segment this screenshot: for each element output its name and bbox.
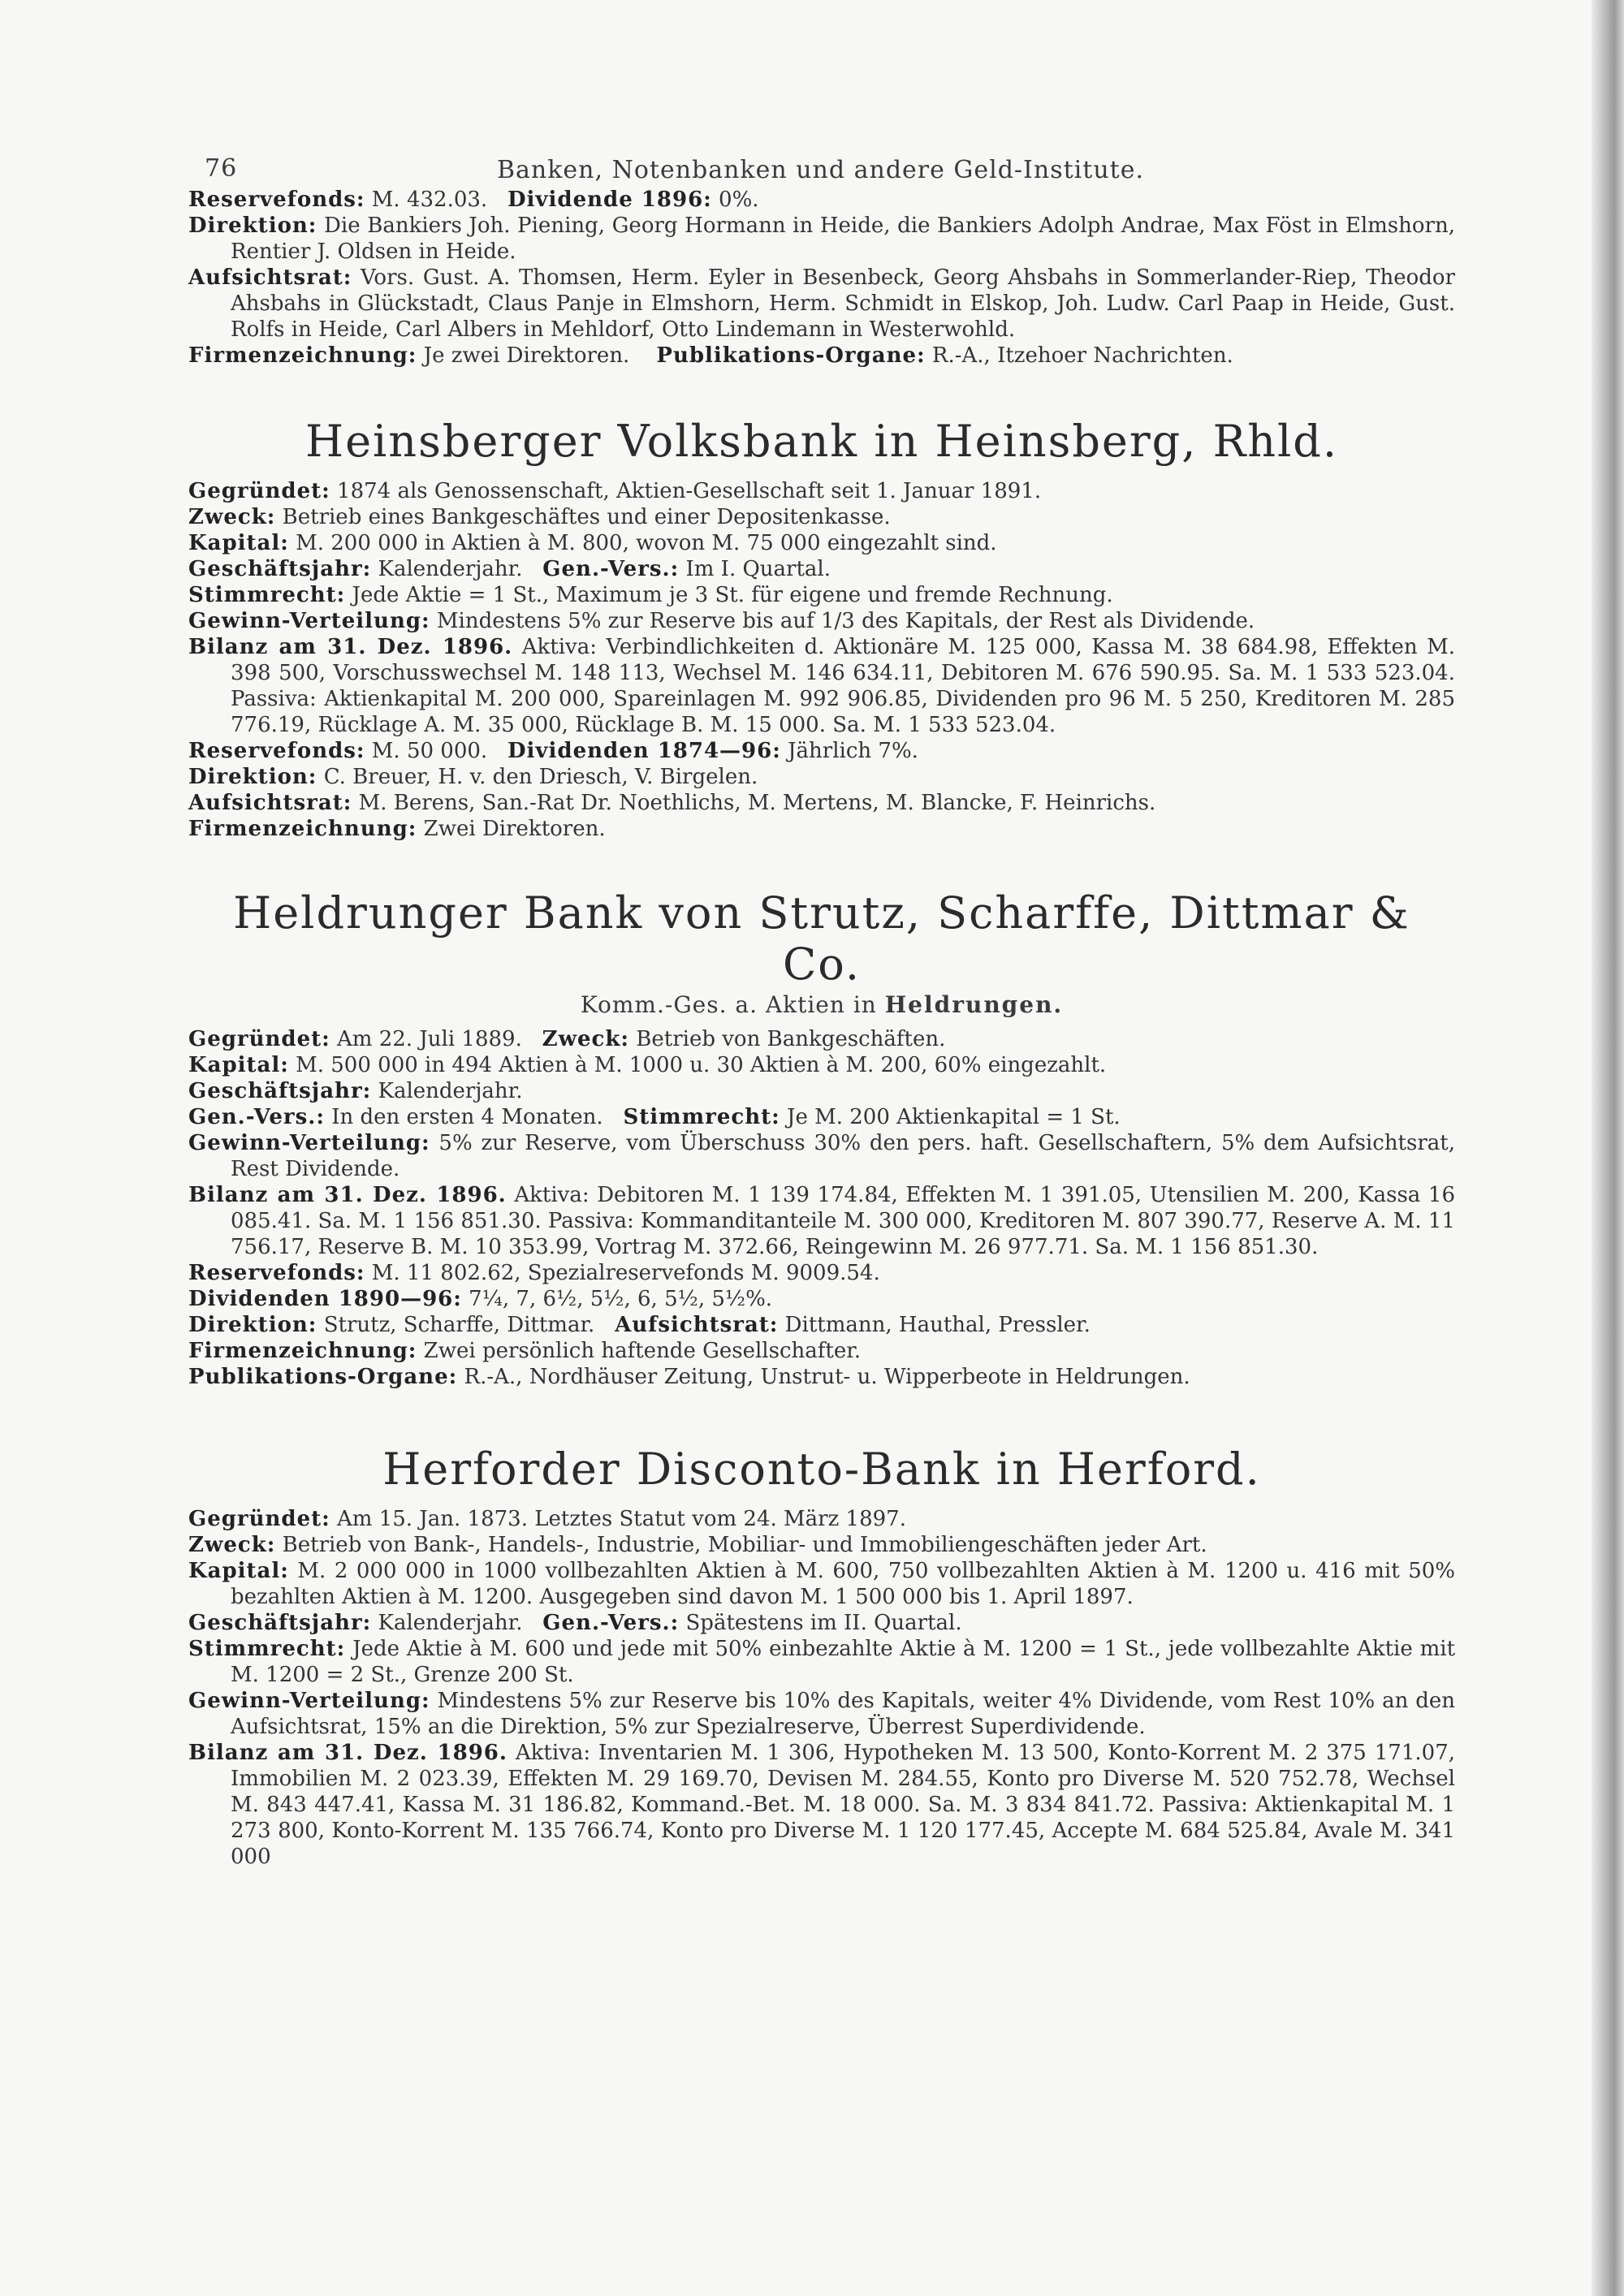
- entry-aufsichtsrat: [188, 265, 1455, 343]
- entry-label-secondary: Gen.-Vers.:: [542, 1611, 680, 1635]
- entry-label: Gewinn-Verteilung:: [188, 1131, 430, 1155]
- entry-text-secondary: Jährlich 7%.: [788, 739, 918, 763]
- entry-text-secondary: 0%.: [719, 188, 759, 212]
- entry-text: M. Berens, San.-Rat Dr. Noethlichs, M. Mertens, M. Blancke, F. Heinrichs.: [358, 791, 1156, 815]
- entry-label: Aufsichtsrat:: [188, 791, 352, 815]
- entry-stimmrecht: [188, 582, 1455, 608]
- bank-subtitle-place: Heldrungen.: [884, 991, 1064, 1018]
- entry-gewinn-verteilung: [188, 608, 1455, 634]
- entry-label: Zweck:: [188, 505, 276, 529]
- running-title: Banken, Notenbanken und andere Geld-Institute.: [497, 156, 1144, 184]
- entry-geschaeftsjahr: [188, 1610, 1455, 1636]
- entry-direktion: [188, 764, 1455, 790]
- entry-label: Firmenzeichnung:: [188, 1339, 417, 1363]
- entry-text-secondary: Spätestens im II. Quartal.: [685, 1611, 962, 1635]
- page-edge-shadow: [1592, 0, 1624, 2296]
- entry-label: Firmenzeichnung:: [188, 343, 417, 368]
- section-heinsberger-volksbank: [188, 416, 1455, 842]
- section-herforder-disconto-bank: [188, 1444, 1455, 1870]
- entry-label-secondary: Stimmrecht:: [623, 1105, 780, 1129]
- entry-text: M. 500 000 in 494 Aktien à M. 1000 u. 30 Aktien à M. 200, 60% eingezahlt.: [296, 1053, 1107, 1077]
- entry-text: In den ersten 4 Monaten.: [331, 1105, 603, 1129]
- entry-text: Kalenderjahr.: [378, 1611, 523, 1635]
- entry-label: Direktion:: [188, 1313, 317, 1337]
- entry-label: Stimmrecht:: [188, 583, 346, 607]
- entry-text: Zwei Direktoren.: [423, 817, 606, 841]
- entry-text-secondary: Je M. 200 Aktienkapital = 1 St.: [787, 1105, 1121, 1129]
- entry-label-secondary: Dividenden 1874—96:: [507, 739, 781, 763]
- entry-aufsichtsrat: [188, 790, 1455, 816]
- entry-text: M. 11 802.62, Spezialreservefonds M. 9009.54.: [371, 1261, 880, 1285]
- bank-subtitle: [188, 991, 1455, 1018]
- entry-kapital: [188, 530, 1455, 556]
- entry-reservefonds: [188, 187, 1455, 213]
- entry-firmenzeichnung: [188, 816, 1455, 842]
- entry-label: Zweck:: [188, 1533, 276, 1557]
- entry-text: Strutz, Scharffe, Dittmar.: [323, 1313, 595, 1337]
- entry-label: Reservefonds:: [188, 739, 365, 763]
- entry-label: Kapital:: [188, 1053, 289, 1077]
- entry-gewinn-verteilung: [188, 1130, 1455, 1182]
- bank-subtitle-text: Komm.-Ges. a. Aktien in: [580, 991, 877, 1018]
- entry-label: Bilanz am 31. Dez. 1896.: [188, 635, 513, 659]
- entry-label-secondary: Zweck:: [542, 1027, 629, 1051]
- entry-geschaeftsjahr: [188, 556, 1455, 582]
- entry-direktion: [188, 1312, 1455, 1338]
- entry-text: 1874 als Genossenschaft, Aktien-Gesellschaft seit 1. Januar 1891.: [337, 479, 1042, 503]
- entry-text: Kalenderjahr.: [378, 1079, 523, 1103]
- entry-label: Geschäftsjahr:: [188, 1611, 372, 1635]
- entry-label: Kapital:: [188, 531, 289, 555]
- entry-zweck: [188, 504, 1455, 530]
- entry-reservefonds: [188, 738, 1455, 764]
- entry-label: Direktion:: [188, 214, 317, 238]
- entry-label: Gen.-Vers.:: [188, 1105, 325, 1129]
- entry-label: Gewinn-Verteilung:: [188, 1689, 430, 1713]
- entry-label: Gegründet:: [188, 479, 330, 503]
- entry-kapital: [188, 1558, 1455, 1610]
- entry-text: Mindestens 5% zur Reserve bis auf 1/3 des Kapitals, der Rest als Dividende.: [436, 609, 1255, 633]
- entry-gegruendet: [188, 1506, 1455, 1532]
- entry-label-secondary: Gen.-Vers.:: [542, 557, 680, 581]
- entry-bilanz: [188, 634, 1455, 738]
- entry-text: Mindestens 5% zur Reserve bis 10% des Kapitals, weiter 4% Dividende, vom Rest 10% an den Aufsichtsrat, 15% an die Direktion, 5% zur Spezialreserve, Überrest Superdividende.: [231, 1689, 1456, 1739]
- entry-kapital: [188, 1052, 1455, 1078]
- entry-text: Aktiva: Inventarien M. 1 306, Hypotheken M. 13 500, Konto-Korrent M. 2 375 171.07, Immobilien M. 2 023.39, Effekten M. 29 169.70, Devisen M. 284.55, Konto pro Diverse M. 520 752.78, Wechsel M. 843 447.41, Kassa M. 31 186.82, Kommand.-Bet. M. 18 000. Sa. M. 3 834 841.72. Passiva: Aktienkapital M. 1 273 800, Konto-Korrent M. 135 766.74, Konto pro Diverse M. 1 120 177.45, Accepte M. 684 525.84, Avale M. 341 000: [231, 1741, 1455, 1869]
- entry-geschaeftsjahr: [188, 1078, 1455, 1104]
- entry-reservefonds: [188, 1260, 1455, 1286]
- entry-label: Direktion:: [188, 765, 317, 789]
- entry-text: Am 22. Juli 1889.: [337, 1027, 522, 1051]
- entry-label: Gewinn-Verteilung:: [188, 609, 430, 633]
- entry-text: Zwei persönlich haftende Gesellschafter.: [423, 1339, 862, 1363]
- entry-text: M. 432.03.: [371, 188, 488, 212]
- entry-label: Geschäftsjahr:: [188, 557, 372, 581]
- entry-text: Jede Aktie à M. 600 und jede mit 50% einbezahlte Aktie à M. 1200 = 1 St., jede vollbezahlte Aktie mit M. 1200 = 2 St., Grenze 200 St.: [231, 1637, 1456, 1687]
- entry-text: Je zwei Direktoren.: [423, 343, 630, 368]
- entry-publikations-organe: [188, 1364, 1455, 1390]
- bank-title: Heinsberger Volksbank in Heinsberg, Rhld.: [304, 416, 1339, 467]
- entry-label: Gegründet:: [188, 1027, 330, 1051]
- entry-label: Stimmrecht:: [188, 1637, 346, 1661]
- entry-text: 5% zur Reserve, vom Überschuss 30% den pers. haft. Gesellschaftern, 5% dem Aufsichtsrat, Rest Dividende.: [231, 1131, 1455, 1181]
- entry-firmenzeichnung: [188, 343, 1455, 369]
- entry-text-secondary: Im I. Quartal.: [685, 557, 831, 581]
- entry-direktion: [188, 213, 1455, 265]
- entry-text: C. Breuer, H. v. den Driesch, V. Birgelen.: [323, 765, 758, 789]
- section-previous-bank: [188, 187, 1455, 369]
- entry-label: Reservefonds:: [188, 1261, 365, 1285]
- entry-label: Reservefonds:: [188, 188, 365, 212]
- entry-label-secondary: Aufsichtsrat:: [615, 1313, 779, 1337]
- entry-text: M. 2 000 000 in 1000 vollbezahlten Aktien à M. 600, 750 vollbezahlten Aktien à M. 1200 u. 416 mit 50% bezahlten Aktien à M. 1200. Ausgegeben sind davon M. 1 500 000 bis 1. April 1897.: [231, 1559, 1455, 1609]
- entry-text: Betrieb eines Bankgeschäftes und einer Depositenkasse.: [282, 505, 891, 529]
- entry-text-secondary: Dittmann, Hauthal, Pressler.: [784, 1313, 1091, 1337]
- entry-dividenden: [188, 1286, 1455, 1312]
- entry-label: Bilanz am 31. Dez. 1896.: [188, 1183, 507, 1207]
- entry-zweck: [188, 1532, 1455, 1558]
- entry-text: Vors. Gust. A. Thomsen, Herm. Eyler in Besenbeck, Georg Ahsbahs in Sommerlander-Riep, Theodor Ahsbahs in Glückstadt, Claus Panje in Elmshorn, Herm. Schmidt in Elskop, Joh. Ludw. Carl Paap in Heide, Gust. Rolfs in Heide, Carl Albers in Mehldorf, Otto Lindemann in Westerwohld.: [231, 265, 1455, 342]
- entry-bilanz: [188, 1740, 1455, 1870]
- entry-gegruendet: [188, 1026, 1455, 1052]
- page-content: [188, 122, 1455, 1870]
- entry-bilanz: [188, 1182, 1455, 1260]
- entry-label: Bilanz am 31. Dez. 1896.: [188, 1741, 508, 1765]
- running-head: [188, 122, 1455, 184]
- entry-text: Die Bankiers Joh. Piening, Georg Hormann in Heide, die Bankiers Adolph Andrae, Max Föst in Elmshorn, Rentier J. Oldsen in Heide.: [231, 214, 1455, 264]
- entry-text: Aktiva: Debitoren M. 1 139 174.84, Effekten M. 1 391.05, Utensilien M. 200, Kassa 16 085.41. Sa. M. 1 156 851.30. Passiva: Kommanditanteile M. 300 000, Kreditoren M. 807 390.77, Reserve A. M. 11 756.17, Reserve B. M. 10 353.99, Vortrag M. 372.66, Reingewinn M. 26 977.71. Sa. M. 1 156 851.30.: [231, 1183, 1455, 1259]
- entry-label: Kapital:: [188, 1559, 289, 1583]
- section-heldrunger-bank: [188, 887, 1455, 1390]
- entry-gegruendet: [188, 478, 1455, 504]
- bank-title: Heldrunger Bank von Strutz, Scharffe, Dittmar & Co.: [233, 887, 1410, 990]
- entry-label: Aufsichtsrat:: [188, 265, 352, 290]
- entry-label-secondary: Dividende 1896:: [507, 188, 712, 212]
- entry-text: Kalenderjahr.: [378, 557, 523, 581]
- entry-text: Am 15. Jan. 1873. Letztes Statut vom 24. März 1897.: [337, 1507, 906, 1531]
- entry-text: 7¼, 7, 6½, 5½, 6, 5½, 5½%.: [469, 1287, 773, 1311]
- entry-label: Geschäftsjahr:: [188, 1079, 372, 1103]
- entry-text: Betrieb von Bank-, Handels-, Industrie, Mobiliar- und Immobiliengeschäften jeder Art.: [282, 1533, 1207, 1557]
- entry-text: Jede Aktie = 1 St., Maximum je 3 St. für eigene und fremde Rechnung.: [352, 583, 1113, 607]
- entry-text-secondary: R.-A., Itzehoer Nachrichten.: [931, 343, 1233, 368]
- entry-label: Firmenzeichnung:: [188, 817, 417, 841]
- entry-gen-vers: [188, 1104, 1455, 1130]
- entry-text-secondary: Betrieb von Bankgeschäften.: [636, 1027, 946, 1051]
- entry-text: M. 50 000.: [371, 739, 488, 763]
- entry-label: Dividenden 1890—96:: [188, 1287, 462, 1311]
- page-number: 76: [205, 154, 238, 183]
- entry-text: M. 200 000 in Aktien à M. 800, wovon M. 75 000 eingezahlt sind.: [296, 531, 997, 555]
- entry-text: R.-A., Nordhäuser Zeitung, Unstrut- u. Wipperbeote in Heldrungen.: [464, 1365, 1190, 1389]
- bank-title: Herforder Disconto-Bank in Herford.: [382, 1444, 1261, 1495]
- entry-label: Publikations-Organe:: [188, 1365, 458, 1389]
- entry-firmenzeichnung: [188, 1338, 1455, 1364]
- entry-text: Aktiva: Verbindlichkeiten d. Aktionäre M. 125 000, Kassa M. 38 684.98, Effekten M. 398 500, Vorschusswechsel M. 148 113, Wechsel M. 146 634.11, Debitoren M. 676 590.95. Sa. M. 1 533 523.04. Passiva: Aktienkapital M. 200 000, Spareinlagen M. 992 906.85, Dividenden pro 96 M. 5 250, Kreditoren M. 285 776.19, Rücklage A. M. 35 000, Rücklage B. M. 15 000. Sa. M. 1 533 523.04.: [231, 635, 1455, 737]
- entry-label: Gegründet:: [188, 1507, 330, 1531]
- entry-label-secondary: Publikations-Organe:: [656, 343, 926, 368]
- entry-gewinn-verteilung: [188, 1688, 1455, 1740]
- entry-stimmrecht: [188, 1636, 1455, 1688]
